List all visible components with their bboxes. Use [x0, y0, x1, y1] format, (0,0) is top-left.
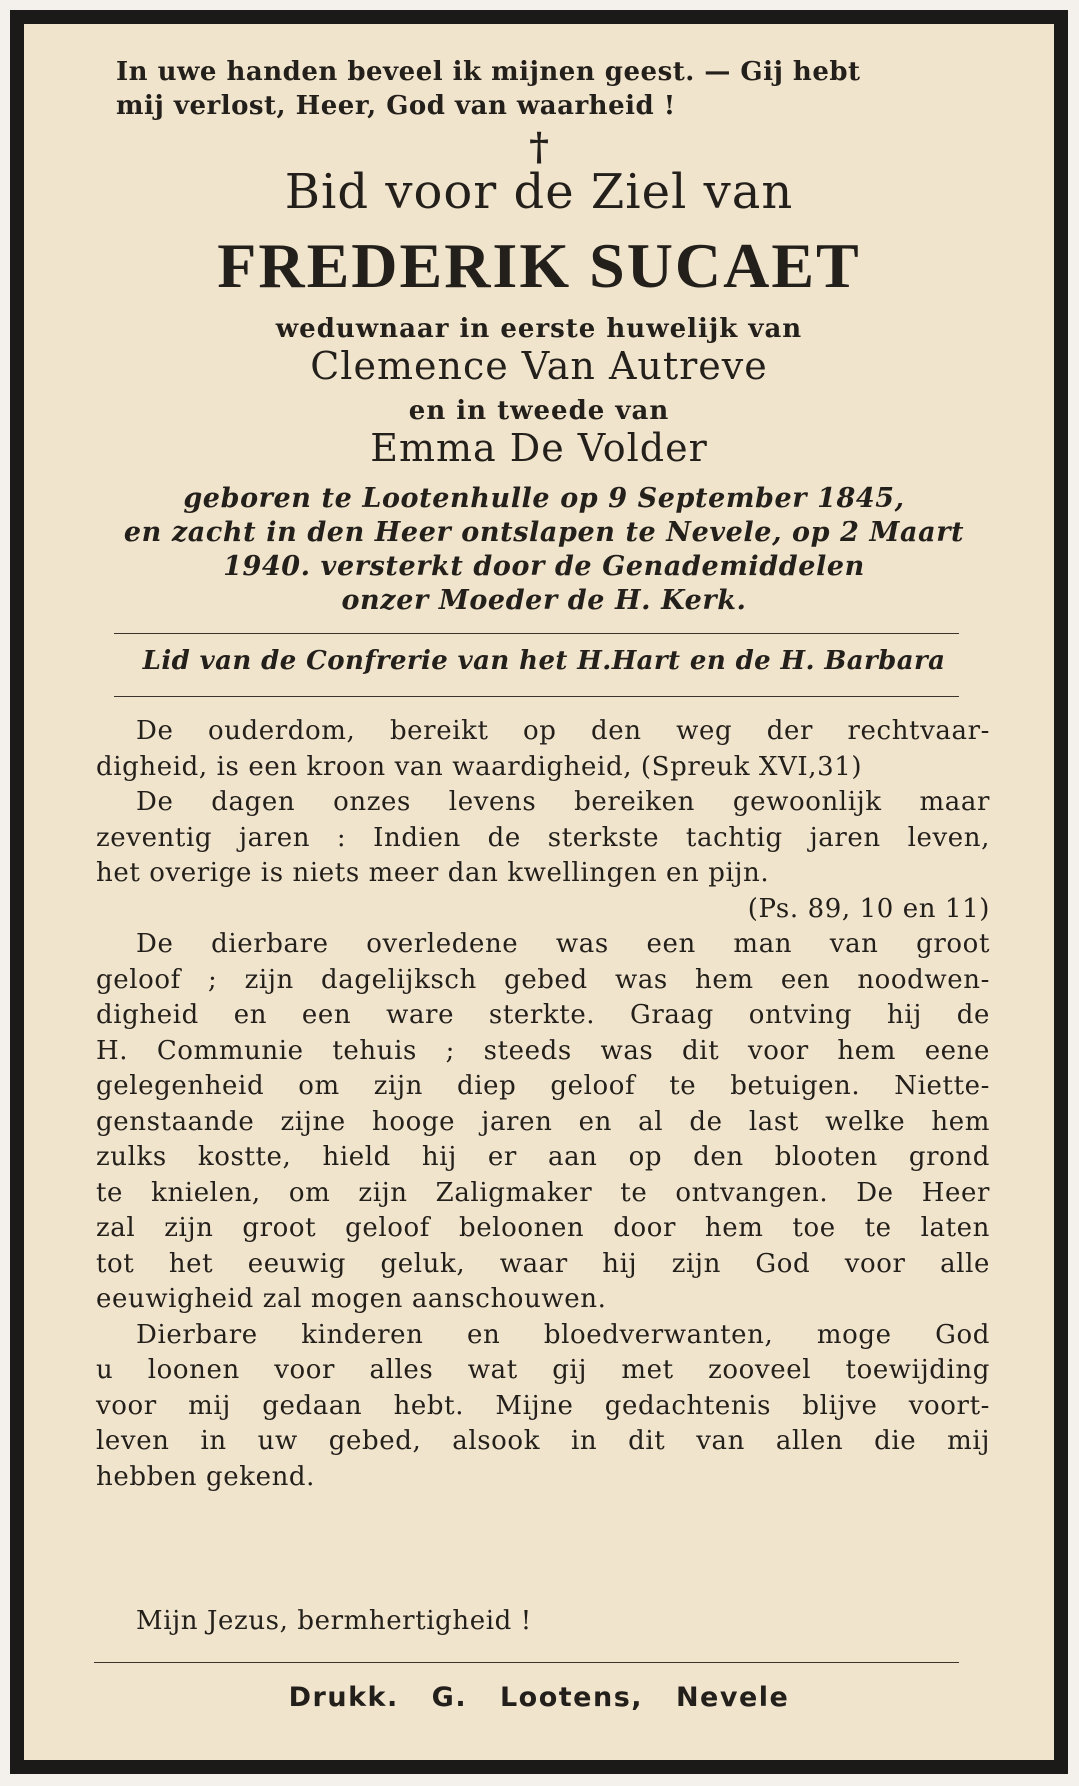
divider-middle	[114, 696, 959, 697]
deceased-name: FREDERIK SUCAET	[217, 230, 861, 301]
text-line: digheid, is een kroon van waardigheid, (Spreuk XVI,31)	[96, 751, 863, 782]
motto-line-2: mij verlost, Heer, God van waarheid !	[116, 91, 676, 121]
text-line: zal zijn groot geloof beloonen door hem toe te laten	[96, 1213, 990, 1243]
psalm-reference: (Ps. 89, 10 en 11)	[747, 893, 990, 924]
second-marriage-label: en in tweede van	[408, 396, 670, 426]
paragraph-psalm	[96, 785, 990, 927]
text-line: u loonen voor alles wat gij met zooveel toewijding	[96, 1355, 990, 1385]
text-line: leven in uw gebed, alsook in dit van allen die mij	[96, 1426, 990, 1456]
membership-line: Lid van de Confrerie van het H.Hart en de H. Barbara	[142, 646, 946, 676]
card-paper	[24, 24, 1054, 1760]
text-line: De ouderdom, bereikt op den weg der rechtvaar-	[136, 716, 990, 746]
text-line: H. Communie tehuis ; steeds was dit voor hem eene	[96, 1035, 990, 1066]
birth-line-3: 1940. versterkt door de Genademiddelen	[223, 551, 865, 582]
text-line: digheid en een ware sterkte. Graag ontving hij de	[96, 1000, 990, 1030]
text-line: te knielen, om zijn Zaligmaker te ontvangen. De Heer	[96, 1177, 990, 1208]
text-line: zulks kostte, hield hij er aan op den blooten grond	[96, 1142, 990, 1172]
text-line: gelegenheid om zijn diep geloof te betuigen. Niette-	[96, 1071, 990, 1101]
birth-line-1: geboren te Lootenhulle op 9 September 1845,	[183, 483, 905, 514]
closing-prayer: Mijn Jezus, bermhertigheid !	[136, 1606, 532, 1636]
text-line: De dierbare overledene was een man van groot	[136, 929, 990, 959]
cross-icon: †	[529, 124, 549, 169]
paragraph-proverb	[96, 714, 990, 785]
text-line: eeuwigheid zal mogen aanschouwen.	[96, 1284, 607, 1314]
text-line: tot het eeuwig geluk, waar hij zijn God voor alle	[96, 1248, 990, 1279]
prayer-heading: Bid voor de Ziel van	[284, 164, 794, 220]
text-line: voor mij gedaan hebt. Mijne gedachtenis blijve voort-	[96, 1390, 990, 1421]
second-spouse-name: Emma De Volder	[370, 426, 708, 470]
text-line: geloof ; zijn dagelijksch gebed was hem een noodwen-	[96, 964, 990, 995]
text-line: het overige is niets meer dan kwellingen en pijn.	[96, 858, 770, 888]
paragraph-family	[96, 1318, 990, 1496]
first-spouse-name: Clemence Van Autreve	[310, 344, 768, 388]
first-marriage-label: weduwnaar in eerste huwelijk van	[275, 314, 803, 344]
divider-top	[114, 633, 959, 634]
text-line: genstaande zijne hooge jaren en al de last welke hem	[96, 1106, 990, 1137]
birth-line-2: en zacht in den Heer ontslapen te Nevele, op 2 Maart	[123, 517, 965, 548]
divider-bottom	[94, 1662, 959, 1663]
motto-line-1: In uwe handen beveel ik mijnen geest. — Gij hebt	[116, 57, 861, 87]
text-line: hebben gekend.	[96, 1461, 316, 1492]
text-line: Dierbare kinderen en bloedverwanten, moge God	[136, 1319, 990, 1350]
text-line: zeventig jaren : Indien de sterkste tachtig jaren leven,	[96, 822, 990, 853]
paragraph-faith	[96, 927, 990, 1318]
printer-credit: Drukk. G. Lootens, Nevele	[288, 1682, 790, 1713]
obituary-text	[96, 714, 990, 1495]
memorial-card	[10, 10, 1068, 1774]
text-line: De dagen onzes levens bereiken gewoonlijk maar	[136, 787, 990, 817]
birth-line-4: onzer Moeder de H. Kerk.	[341, 585, 747, 616]
